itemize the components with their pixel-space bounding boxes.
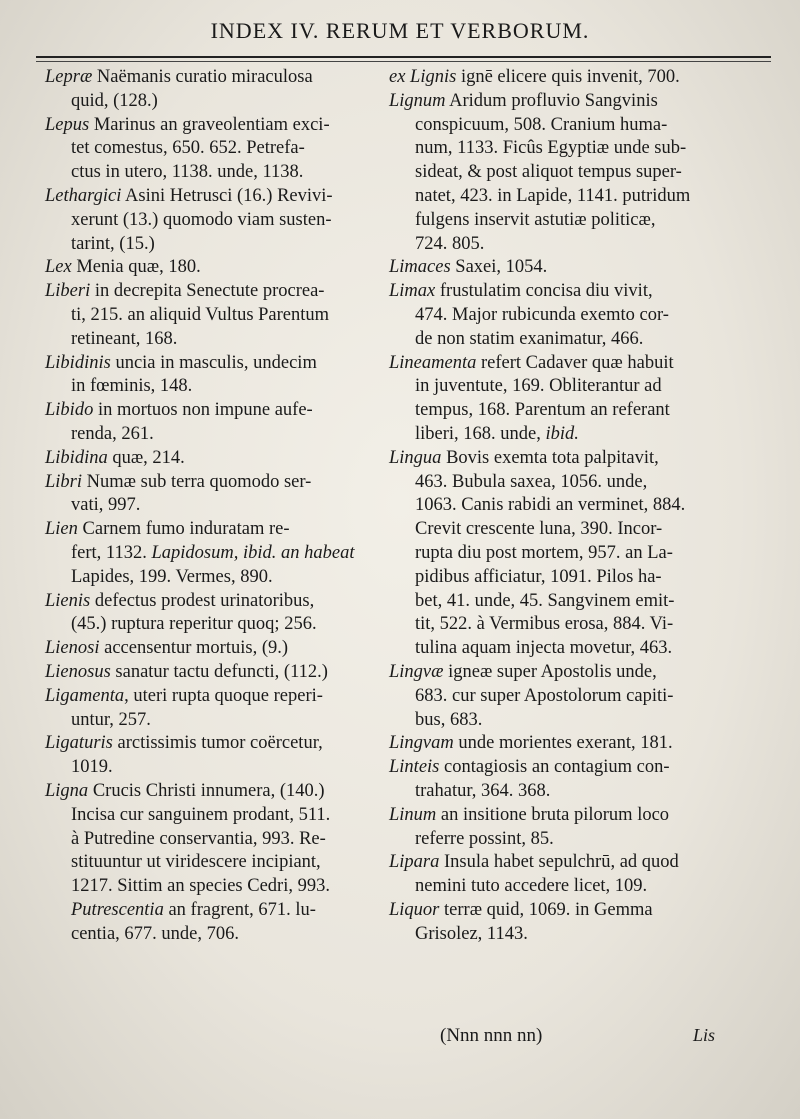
index-keyword: Libido: [45, 400, 94, 421]
entry-first-line: [389, 851, 755, 875]
right-column: [389, 66, 755, 946]
entry-continuation-line: [389, 518, 755, 542]
index-keyword: Lien: [45, 519, 78, 540]
entry-text: Marinus an graveolentiam exci-: [89, 114, 330, 135]
index-entry: [45, 447, 380, 471]
entry-continuation-line: [389, 185, 755, 209]
entry-text: in mortuos non impune aufe-: [93, 400, 313, 421]
entry-first-line: [389, 804, 755, 828]
entry-text: 683. cur super Apostolorum capiti-: [415, 685, 674, 706]
entry-text: contagiosis an contagium con-: [439, 757, 670, 778]
index-entry: [45, 352, 380, 400]
index-keyword: Lingvam: [389, 733, 454, 754]
entry-first-line: [45, 637, 380, 661]
entry-first-line: [45, 471, 380, 495]
entry-text: tarint, (15.): [71, 233, 155, 254]
entry-continuation-line: [389, 494, 755, 518]
entry-text: Asini Hetrusci (16.) Revivi-: [121, 185, 333, 206]
entry-text: unde morientes exerant, 181.: [453, 733, 673, 754]
entry-text: vati, 997.: [71, 495, 141, 516]
entry-continuation-line: [45, 304, 380, 328]
index-entry: [389, 352, 755, 447]
index-keyword: Lingvæ: [389, 661, 444, 682]
entry-continuation-line: [389, 923, 755, 947]
header-rule-thin: [36, 61, 771, 62]
index-keyword: Lipara: [389, 852, 440, 873]
index-entry: [389, 804, 755, 852]
index-keyword: Putrescentia: [71, 899, 164, 920]
index-keyword: Lethargici: [45, 185, 122, 206]
entry-first-line: [389, 90, 755, 114]
index-entry: [45, 280, 380, 351]
index-entry: [389, 447, 755, 661]
entry-continuation-line: [45, 851, 380, 875]
entry-text: renda, 261.: [71, 423, 154, 444]
entry-text: ignē elicere quis invenit, 700.: [456, 67, 680, 87]
entry-text: Saxei, 1054.: [450, 257, 548, 278]
page-title: INDEX IV. RERUM ET VERBORUM.: [210, 18, 590, 43]
entry-continuation-line: [389, 161, 755, 185]
entry-text: Menia quæ, 180.: [71, 257, 201, 278]
index-keyword: Linum: [389, 804, 437, 825]
index-keyword: Ligna: [45, 780, 89, 801]
entry-text: refert Cadaver quæ habuit: [476, 352, 674, 373]
entry-first-line: [45, 780, 380, 804]
entry-text: Naëmanis curatio miraculosa: [92, 67, 313, 87]
entry-first-line: [45, 399, 380, 423]
index-keyword: Libidinis: [45, 352, 111, 373]
entry-continuation-line: [45, 756, 380, 780]
entry-text: sideat, & post aliquot tempus super-: [415, 162, 682, 183]
entry-first-line: [389, 66, 755, 90]
entry-continuation-line: [45, 233, 380, 257]
index-entry: [45, 185, 380, 256]
index-entry: [389, 256, 755, 280]
index-entry: [45, 637, 380, 661]
entry-text: frustulatim concisa diu vivit,: [435, 281, 653, 302]
entry-text: centia, 677. unde, 706.: [71, 923, 239, 944]
entry-text: tempus, 168. Parentum an referant: [415, 400, 670, 421]
entry-continuation-line: [389, 423, 755, 447]
entry-text: arctissimis tumor coërcetur,: [112, 733, 323, 754]
entry-text: untur, 257.: [71, 709, 151, 730]
index-entry: [45, 256, 380, 280]
entry-text: tulina aquam injecta movetur, 463.: [415, 638, 673, 659]
entry-text: fert, 1132.: [71, 542, 152, 563]
entry-text: Aridum profluvio Sangvinis: [445, 90, 658, 111]
entry-text: stituuntur ut viridescere incipiant,: [71, 852, 321, 873]
entry-text: in decrepita Senectute procrea-: [90, 281, 325, 302]
entry-first-line: [389, 732, 755, 756]
index-keyword: Libidina: [45, 447, 108, 468]
entry-continuation-line: [45, 613, 380, 637]
entry-text: bus, 683.: [415, 709, 483, 730]
entry-first-line: [45, 256, 380, 280]
entry-continuation-line: [45, 423, 380, 447]
entry-continuation-line: [45, 209, 380, 233]
entry-first-line: [45, 661, 380, 685]
index-entry: [45, 732, 380, 780]
index-keyword: Libri: [45, 471, 83, 492]
entry-text: 1019.: [71, 757, 113, 778]
index-keyword: Linteis: [389, 757, 440, 778]
index-keyword: Lepus: [45, 114, 90, 135]
index-entry: [45, 661, 380, 685]
entry-text: tet comestus, 650. 652. Petrefa-: [71, 138, 305, 159]
entry-text: (45.) ruptura reperitur quoq; 256.: [71, 614, 317, 635]
entry-text: 474. Major rubicunda exemto cor-: [415, 304, 669, 325]
entry-continuation-line: [389, 566, 755, 590]
entry-text: in fœminis, 148.: [71, 376, 193, 397]
entry-text: liberi, 168. unde,: [415, 423, 546, 444]
entry-first-line: [45, 732, 380, 756]
entry-continuation-line: [389, 590, 755, 614]
entry-continuation-line: [45, 328, 380, 352]
entry-continuation-line: [45, 542, 380, 566]
entry-first-line: [389, 899, 755, 923]
left-column: [45, 66, 380, 946]
index-keyword: Limaces: [389, 257, 451, 278]
entry-text: rupta diu post mortem, 957. an La-: [415, 542, 673, 563]
entry-continuation-line: [389, 685, 755, 709]
entry-first-line: [389, 256, 755, 280]
entry-text: uncia in masculis, undecim: [110, 352, 317, 373]
index-entry: [45, 66, 380, 114]
entry-text: Bovis exemta tota palpitavit,: [441, 447, 659, 468]
index-keyword: Lex: [45, 257, 72, 278]
index-keyword: Lapidosum, ibid. an habeat: [151, 542, 355, 563]
entry-first-line: [45, 66, 380, 90]
entry-first-line: [45, 352, 380, 376]
entry-text: pidibus afficiatur, 1091. Pilos ha-: [415, 566, 662, 587]
entry-continuation-line: [45, 494, 380, 518]
index-entry: [45, 471, 380, 519]
entry-text: xerunt (13.) quomodo viam susten-: [71, 209, 332, 230]
entry-continuation-line: [389, 375, 755, 399]
entry-text: an insitione bruta pilorum loco: [436, 804, 670, 825]
entry-continuation-line: [45, 137, 380, 161]
index-entry: [389, 90, 755, 257]
entry-text: Numæ sub terra quomodo ser-: [82, 471, 312, 492]
entry-first-line: [45, 447, 380, 471]
index-keyword: Lineamenta: [389, 352, 477, 373]
entry-text: 724. 805.: [415, 233, 485, 254]
entry-text: 1217. Sittim an species Cedri, 993.: [71, 876, 330, 897]
entry-text: Grisolez, 1143.: [415, 923, 528, 944]
entry-text: à Putredine conservantia, 993. Re-: [71, 828, 326, 849]
index-entry: [45, 685, 380, 733]
entry-text: Incisa cur sanguinem prodant, 511.: [71, 804, 331, 825]
index-entry: [389, 661, 755, 732]
signature-mark: (Nnn nnn nn): [440, 1025, 543, 1046]
index-keyword: Lienosi: [45, 638, 100, 659]
entry-first-line: [45, 114, 380, 138]
entry-text: in juventute, 169. Obliterantur ad: [415, 376, 662, 397]
entry-text: conspicuum, 508. Cranium huma-: [415, 114, 668, 135]
entry-text: de non statim exanimatur, 466.: [415, 328, 644, 349]
entry-continuation-line: [45, 899, 380, 923]
entry-continuation-line: [45, 709, 380, 733]
index-entry: [389, 851, 755, 899]
entry-first-line: [389, 756, 755, 780]
entry-continuation-line: [389, 399, 755, 423]
entry-text: quid, (128.): [71, 90, 158, 111]
entry-text: accensentur mortuis, (9.): [99, 638, 289, 659]
entry-first-line: [389, 447, 755, 471]
entry-continuation-line: [389, 209, 755, 233]
entry-text: Crevit crescente luna, 390. Incor-: [415, 519, 663, 540]
index-entry: [389, 732, 755, 756]
entry-text: retineant, 168.: [71, 328, 178, 349]
header-rule: [36, 56, 771, 58]
index-keyword: ibid.: [545, 423, 579, 444]
entry-first-line: [45, 280, 380, 304]
index-keyword: Liquor: [389, 899, 440, 920]
entry-text: sanatur tactu defuncti, (112.): [110, 661, 328, 682]
index-entry: [45, 518, 380, 589]
entry-text: defectus prodest urinatoribus,: [90, 590, 315, 611]
entry-text: Crucis Christi innumera, (140.): [88, 780, 325, 801]
entry-text: 463. Bubula saxea, 1056. unde,: [415, 471, 648, 492]
catchword: Lis: [693, 1025, 716, 1045]
entry-continuation-line: [45, 804, 380, 828]
index-entry: [389, 756, 755, 804]
entry-continuation-line: [45, 375, 380, 399]
entry-text: ti, 215. an aliquid Vultus Parentum: [71, 304, 330, 325]
entry-text: trahatur, 364. 368.: [415, 780, 551, 801]
index-entry: [45, 780, 380, 947]
entry-text: terræ quid, 1069. in Gemma: [439, 899, 653, 920]
index-keyword: Lepræ: [45, 67, 93, 87]
entry-text: num, 1133. Ficûs Egyptiæ unde sub-: [415, 138, 687, 159]
entry-continuation-line: [45, 90, 380, 114]
entry-text: quæ, 214.: [107, 447, 185, 468]
entry-first-line: [45, 185, 380, 209]
entry-continuation-line: [389, 613, 755, 637]
entry-continuation-line: [45, 875, 380, 899]
entry-text: Lapides, 199. Vermes, 890.: [71, 566, 273, 587]
index-keyword: Limax: [389, 281, 436, 302]
entry-text: tit, 522. à Vermibus erosa, 884. Vi-: [415, 614, 674, 635]
index-entry: [389, 280, 755, 351]
entry-continuation-line: [389, 780, 755, 804]
entry-text: nemini tuto accedere licet, 109.: [415, 876, 648, 897]
entry-first-line: [45, 590, 380, 614]
index-entry: [45, 114, 380, 185]
index-keyword: Ligaturis: [45, 733, 113, 754]
entry-text: referre possint, 85.: [415, 828, 554, 849]
entry-continuation-line: [45, 923, 380, 947]
index-keyword: Lignum: [389, 90, 446, 111]
entry-continuation-line: [389, 709, 755, 733]
index-keyword: Lienis: [45, 590, 91, 611]
entry-text: igneæ super Apostolis unde,: [443, 661, 657, 682]
index-keyword: ex Lignis: [389, 67, 457, 87]
index-entry: [389, 66, 755, 90]
entry-text: natet, 423. in Lapide, 1141. putridum: [415, 185, 691, 206]
entry-continuation-line: [45, 161, 380, 185]
entry-first-line: [45, 518, 380, 542]
entry-continuation-line: [389, 233, 755, 257]
entry-continuation-line: [389, 304, 755, 328]
entry-text: , uteri rupta quoque reperi-: [124, 685, 323, 706]
entry-text: bet, 41. unde, 45. Sangvinem emit-: [415, 590, 675, 611]
entry-text: Insula habet sepulchrū, ad quod: [439, 852, 679, 873]
entry-continuation-line: [389, 828, 755, 852]
index-keyword: Ligamenta: [45, 685, 125, 706]
entry-continuation-line: [389, 137, 755, 161]
entry-text: an fragrent, 671. lu-: [163, 899, 316, 920]
index-entry: [389, 899, 755, 947]
entry-continuation-line: [389, 875, 755, 899]
entry-first-line: [45, 685, 380, 709]
index-keyword: Lienosus: [45, 661, 111, 682]
index-entry: [45, 590, 380, 638]
entry-first-line: [389, 661, 755, 685]
index-entry: [45, 399, 380, 447]
entry-text: fulgens inservit astutiæ politicæ,: [415, 209, 656, 230]
entry-continuation-line: [45, 566, 380, 590]
entry-continuation-line: [389, 328, 755, 352]
entry-first-line: [389, 280, 755, 304]
entry-continuation-line: [389, 542, 755, 566]
entry-continuation-line: [389, 471, 755, 495]
entry-continuation-line: [45, 828, 380, 852]
entry-text: 1063. Canis rabidi an verminet, 884.: [415, 495, 686, 516]
entry-continuation-line: [389, 114, 755, 138]
entry-continuation-line: [389, 637, 755, 661]
entry-text: ctus in utero, 1138. unde, 1138.: [71, 162, 304, 183]
entry-text: Carnem fumo induratam re-: [77, 519, 290, 540]
index-keyword: Liberi: [45, 281, 91, 302]
entry-first-line: [389, 352, 755, 376]
index-keyword: Lingua: [389, 447, 442, 468]
